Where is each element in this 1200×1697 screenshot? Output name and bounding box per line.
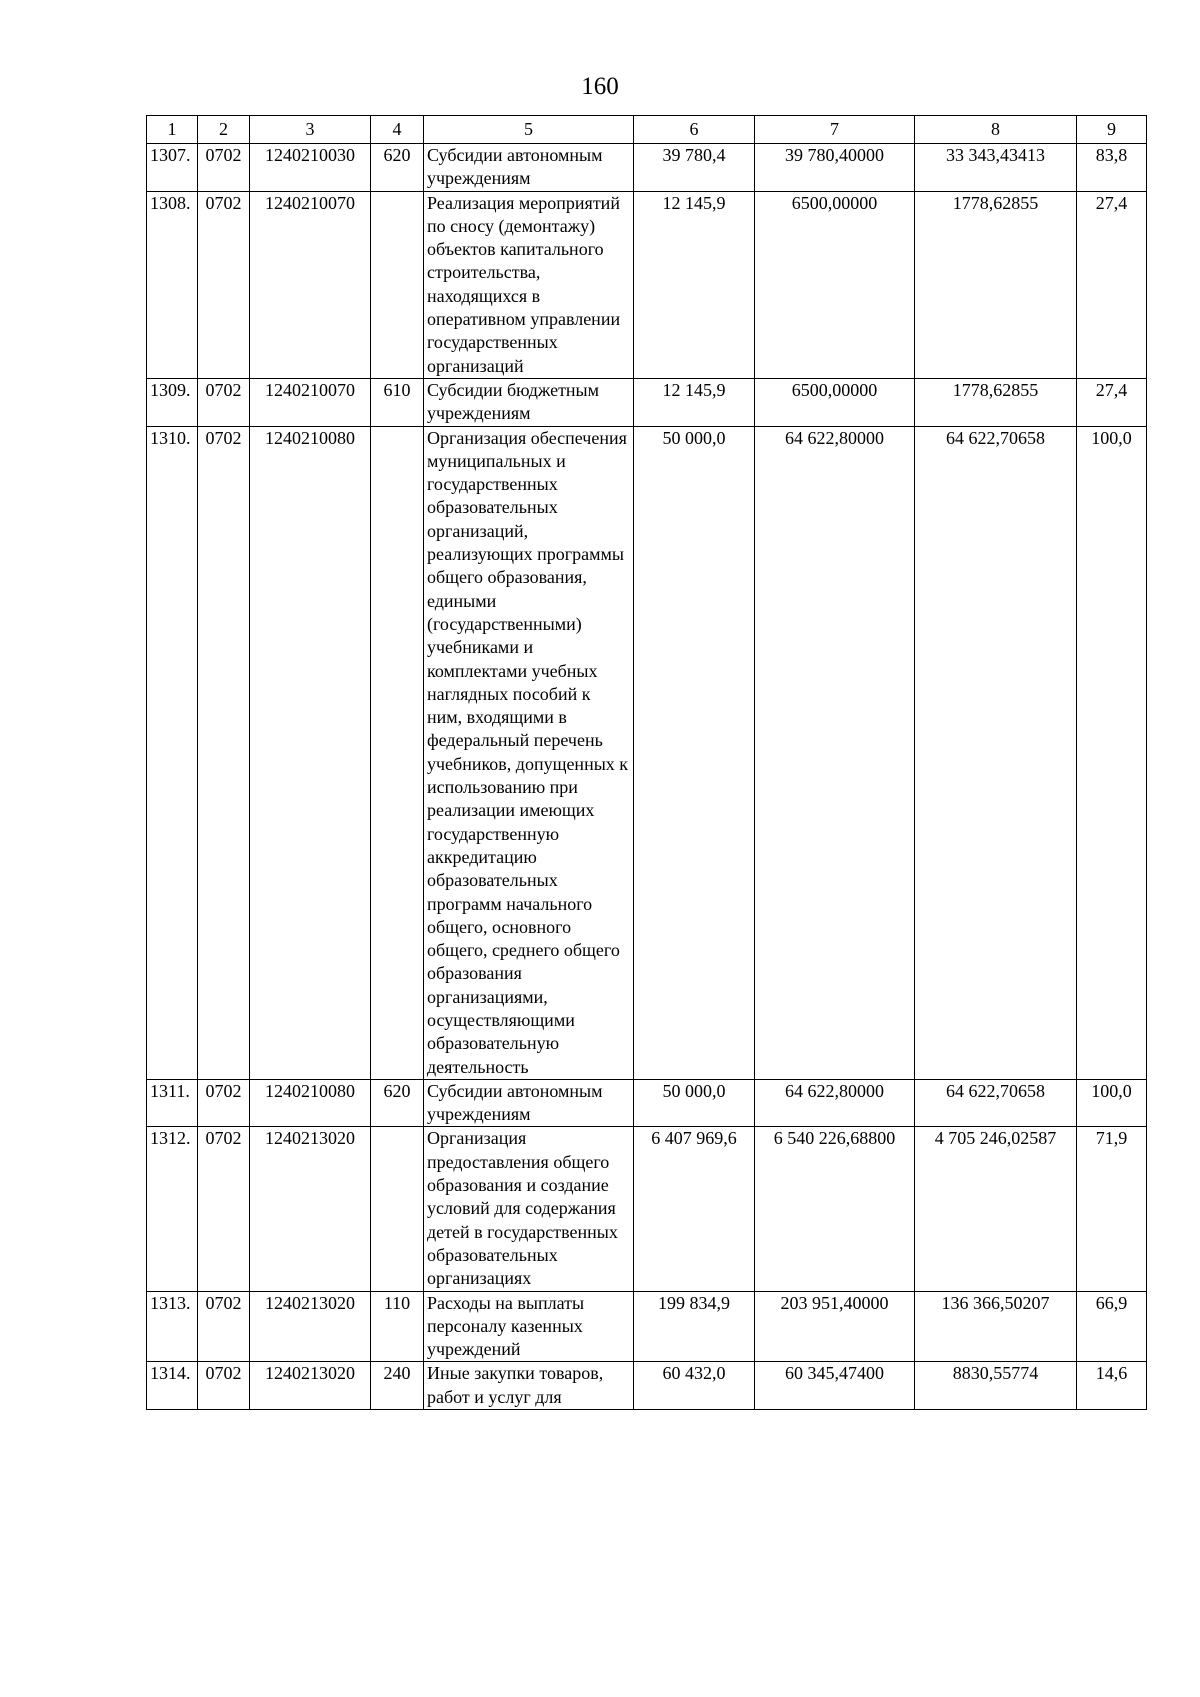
item-name: Расходы на выплаты персоналу казенных учреждений — [424, 1291, 634, 1362]
budget-table — [146, 115, 1147, 1410]
header-cell: 6 — [634, 116, 755, 144]
actual-amount: 64 622,70658 — [915, 1079, 1077, 1127]
row-number: 1311. — [147, 1079, 198, 1127]
section-code: 0702 — [198, 191, 250, 378]
table-row — [147, 1362, 1147, 1410]
execution-percent: 66,9 — [1077, 1291, 1147, 1362]
plan-amount: 50 000,0 — [634, 1079, 755, 1127]
execution-percent: 83,8 — [1077, 144, 1147, 192]
header-cell: 2 — [198, 116, 250, 144]
header-cell: 3 — [250, 116, 371, 144]
plan-amount: 199 834,9 — [634, 1291, 755, 1362]
header-cell: 7 — [755, 116, 915, 144]
row-number: 1314. — [147, 1362, 198, 1410]
execution-percent: 27,4 — [1077, 191, 1147, 378]
execution-percent: 14,6 — [1077, 1362, 1147, 1410]
section-code: 0702 — [198, 1362, 250, 1410]
row-number: 1313. — [147, 1291, 198, 1362]
refined-amount: 6500,00000 — [755, 378, 915, 426]
plan-amount: 39 780,4 — [634, 144, 755, 192]
actual-amount: 136 366,50207 — [915, 1291, 1077, 1362]
target-code: 1240213020 — [250, 1127, 371, 1291]
item-name: Иные закупки товаров, работ и услуг для — [424, 1362, 634, 1410]
target-code: 1240210030 — [250, 144, 371, 192]
expense-type: 610 — [371, 378, 424, 426]
expense-type: 620 — [371, 1079, 424, 1127]
expense-type — [371, 1127, 424, 1291]
target-code: 1240213020 — [250, 1291, 371, 1362]
row-number: 1308. — [147, 191, 198, 378]
header-cell: 9 — [1077, 116, 1147, 144]
expense-type: 240 — [371, 1362, 424, 1410]
actual-amount: 4 705 246,02587 — [915, 1127, 1077, 1291]
table-row — [147, 378, 1147, 426]
row-number: 1310. — [147, 426, 198, 1079]
execution-percent: 27,4 — [1077, 378, 1147, 426]
target-code: 1240210080 — [250, 1079, 371, 1127]
item-name: Реализация мероприятий по сносу (демонтажу) объектов капитального строительства, находящихся в оперативном управлении государственных организаций — [424, 191, 634, 378]
target-code: 1240210080 — [250, 426, 371, 1079]
table-row — [147, 191, 1147, 378]
execution-percent: 100,0 — [1077, 1079, 1147, 1127]
target-code: 1240210070 — [250, 378, 371, 426]
table-row — [147, 1291, 1147, 1362]
actual-amount: 1778,62855 — [915, 378, 1077, 426]
refined-amount: 39 780,40000 — [755, 144, 915, 192]
table-row — [147, 1127, 1147, 1291]
section-code: 0702 — [198, 1291, 250, 1362]
header-cell: 4 — [371, 116, 424, 144]
actual-amount: 33 343,43413 — [915, 144, 1077, 192]
header-cell: 8 — [915, 116, 1077, 144]
item-name: Организация обеспечения муниципальных и государственных образовательных организаций, реализующих программы общего образования, едиными (государственными) учебниками и комплектами учебных наглядных пособий к ним, входящими в федеральный перечень учебников, допущенных к использованию при реализации имеющих государственную аккредитацию образовательных программ начального общего, основного общего, среднего общего образования организациями, осуществляющими образовательную деятельность — [424, 426, 634, 1079]
table-row — [147, 144, 1147, 192]
section-code: 0702 — [198, 1127, 250, 1291]
execution-percent: 100,0 — [1077, 426, 1147, 1079]
expense-type — [371, 426, 424, 1079]
row-number: 1309. — [147, 378, 198, 426]
section-code: 0702 — [198, 1079, 250, 1127]
item-name: Субсидии автономным учреждениям — [424, 1079, 634, 1127]
refined-amount: 64 622,80000 — [755, 426, 915, 1079]
execution-percent: 71,9 — [1077, 1127, 1147, 1291]
item-name: Организация предоставления общего образования и создание условий для содержания детей в государственных образовательных организациях — [424, 1127, 634, 1291]
actual-amount: 64 622,70658 — [915, 426, 1077, 1079]
section-code: 0702 — [198, 144, 250, 192]
page-number: 160 — [581, 73, 619, 100]
item-name: Субсидии бюджетным учреждениям — [424, 378, 634, 426]
table-row — [147, 426, 1147, 1079]
section-code: 0702 — [198, 378, 250, 426]
header-row — [147, 116, 1147, 144]
row-number: 1307. — [147, 144, 198, 192]
actual-amount: 8830,55774 — [915, 1362, 1077, 1410]
plan-amount: 6 407 969,6 — [634, 1127, 755, 1291]
actual-amount: 1778,62855 — [915, 191, 1077, 378]
plan-amount: 60 432,0 — [634, 1362, 755, 1410]
row-number: 1312. — [147, 1127, 198, 1291]
target-code: 1240213020 — [250, 1362, 371, 1410]
expense-type: 620 — [371, 144, 424, 192]
refined-amount: 60 345,47400 — [755, 1362, 915, 1410]
plan-amount: 12 145,9 — [634, 378, 755, 426]
refined-amount: 6 540 226,68800 — [755, 1127, 915, 1291]
table-row — [147, 1079, 1147, 1127]
header-cell: 5 — [424, 116, 634, 144]
refined-amount: 6500,00000 — [755, 191, 915, 378]
header-cell: 1 — [147, 116, 198, 144]
expense-type: 110 — [371, 1291, 424, 1362]
plan-amount: 50 000,0 — [634, 426, 755, 1079]
refined-amount: 64 622,80000 — [755, 1079, 915, 1127]
expense-type — [371, 191, 424, 378]
refined-amount: 203 951,40000 — [755, 1291, 915, 1362]
item-name: Субсидии автономным учреждениям — [424, 144, 634, 192]
target-code: 1240210070 — [250, 191, 371, 378]
section-code: 0702 — [198, 426, 250, 1079]
plan-amount: 12 145,9 — [634, 191, 755, 378]
